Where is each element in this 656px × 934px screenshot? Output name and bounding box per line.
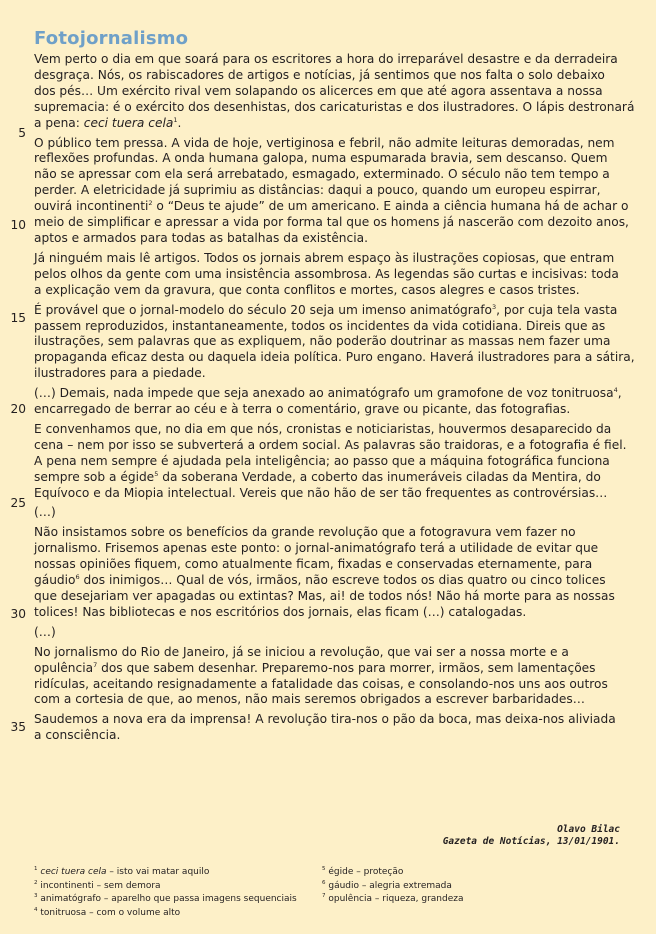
text-segment: gáudio [34, 573, 76, 588]
text-segment: sempre sob a égide [34, 469, 155, 484]
footnote-term: tonitruosa [40, 907, 87, 918]
text-line [34, 661, 620, 677]
text-segment: opulência [34, 660, 94, 675]
text-segment: (…) Demais, nada impede que seja anexado ao animatógrafo um gramofone de voz tonitruosa [34, 386, 614, 401]
text-line [34, 199, 629, 215]
text-line: desgraça. Nós, os rabiscadores de artigos e notícias, já sentimos que nos falta o solo debaixo [34, 67, 605, 82]
source-name: Gazeta de Notícias [442, 836, 546, 847]
text-line [34, 116, 620, 132]
line-number: 20 [10, 402, 26, 416]
text-line: Já ninguém mais lê artigos. Todos os jornais abrem espaço às ilustrações copiosas, que entram [34, 250, 615, 265]
text-line: ilustradores para a piedade. [34, 366, 206, 381]
footnote-term: opulência [328, 894, 373, 904]
footnote-definition: – com o volume alto [86, 907, 181, 918]
line-number: 10 [10, 218, 26, 232]
text-line: meio de simplificar e apressar a vida por forma tal que os homens já nascerão com dezoito anos, [34, 215, 629, 230]
footnote-definition: – riqueza, grandeza [372, 894, 464, 904]
footnote-number: 1 [34, 866, 38, 872]
footnote-number: 6 [322, 879, 326, 886]
paragraph [34, 386, 620, 418]
footnote-number: 3 [34, 893, 38, 899]
text-line: E convenhamos que, no dia em que nós, cronistas e noticiaristas, houvermos desaparecido da [34, 421, 612, 436]
text-line: (…) [34, 624, 56, 639]
footnote-marker: 1 [173, 115, 178, 124]
text-line [34, 386, 620, 402]
footnote [34, 907, 314, 921]
footnote [34, 866, 314, 880]
text-line: cena – nem por isso se subverterá a ordem social. As palavras são traidoras, e a fotografia é fiel. [34, 437, 627, 452]
footnote [322, 893, 612, 907]
text-line: a explicação vem da gravura, que conta conflitos e mortes, casos alegres e casos tristes. [34, 282, 580, 297]
footnote-number: 5 [322, 866, 326, 872]
footnote-term: incontinenti [40, 880, 94, 891]
text-line: No jornalismo do Rio de Janeiro, já se iniciou a revolução, que vai ser a nossa morte e a [34, 644, 569, 659]
text-line: A pena nem sempre é ajudada pela inteligência; ao passo que a máquina fotográfica funciona [34, 453, 610, 468]
footnote-definition: – sem demora [93, 880, 161, 891]
text-line: supremacia: é o exército dos desenhistas, dos caricaturistas e dos ilustradores. O lápis destronará [34, 99, 635, 114]
article-title: Fotojornalismo [34, 28, 189, 49]
footnote-term: animatógrafo [40, 894, 102, 904]
paragraph [34, 645, 620, 709]
text-line [34, 470, 620, 486]
footnote-marker: 5 [154, 469, 159, 478]
paragraph [34, 135, 629, 247]
source-date: , 13/01/1901. [545, 836, 620, 847]
text-line: reflexões profundas. A onda humana galopa, numa espumarada bravia, sem descanso. Quem [34, 151, 608, 166]
text-line: nossas opiniões fiquem, como atualmente ficam, fixadas e conservadas eternamente, para [34, 557, 593, 572]
text-line: encarregado de berrar ao céu e à terra o comentário, grave ou picante, das fotografias. [34, 402, 571, 417]
text-line: Não insistamos sobre os benefícios da grande revolução que a fotogravura vem fazer no [34, 525, 576, 540]
article-body [34, 52, 635, 748]
text-line: pelos olhos da gente com uma insistência assombrosa. As legendas são curtas e incisivas: toda [34, 266, 619, 281]
text-segment: , [617, 386, 622, 401]
text-line: passem reproduzidos, instantaneamente, todos os incidentes da vida cotidiana. Direis que as [34, 318, 606, 333]
line-number: 15 [10, 311, 26, 325]
footnote-term: ceci tuera cela [40, 867, 107, 877]
footnote-term: égide [328, 867, 354, 877]
footnote-marker: 7 [93, 660, 98, 669]
text-line [34, 573, 620, 589]
footnote-marker: 6 [75, 573, 80, 582]
text-line: O público tem pressa. A vida de hoje, vertiginosa e febril, não admite leituras demoradas, nem [34, 135, 615, 150]
text-segment: . [177, 115, 182, 130]
footnote-marker: 2 [148, 199, 153, 208]
text-segment: a pena: [34, 115, 84, 130]
footnote-marker: 3 [491, 302, 497, 311]
text-line: ilustrações, sem palavras que as expliquem, não poderão doutrinar as massas nem fazer uma [34, 334, 611, 349]
line-number: 30 [10, 607, 26, 621]
footnote-marker: 4 [613, 386, 618, 395]
paragraph [34, 525, 620, 620]
paragraph [34, 421, 627, 502]
author-name: Olavo Bilac [557, 824, 620, 835]
text-line: que desejariam ver apagadas ou extintas? Mas, ai! de todos nós! Não há morte para as nossas [34, 589, 615, 603]
text-line: Equívoco e da Miopia intelectual. Vereis que não hão de ser tão frequentes as controvérsias… [34, 485, 608, 500]
footnote-number: 4 [34, 906, 38, 913]
text-segment: da soberana Verdade, a coberto das inumeráveis ciladas da Mentira, do [158, 469, 601, 484]
text-line: tolices! Nas bibliotecas e nos escritórios dos jornais, elas ficam (…) catalogadas. [34, 604, 527, 619]
text-segment: , por cuja tela vasta [496, 302, 618, 317]
source-line [443, 836, 620, 848]
paragraph [34, 52, 635, 132]
signature [443, 824, 620, 848]
text-segment: É provável que o jornal-modelo do século 20 seja um imenso animatógrafo [34, 302, 492, 317]
text-line: Saudemos a nova era da imprensa! A revolução tira-nos o pão da boca, mas deixa-nos aliviada [34, 712, 616, 727]
text-line: Vem perto o dia em que soará para os escritores a hora do irreparável desastre e da derradeira [34, 52, 618, 66]
footnote-definition: – alegria extremada [359, 880, 452, 891]
paragraph [34, 505, 620, 521]
text-segment: ouvirá incontinenti [34, 199, 149, 214]
text-line: ridículas, aceitando resignadamente a fatalidade das coisas, e consolando-nos uns aos outros [34, 676, 608, 691]
footnotes-right [322, 866, 612, 907]
text-line: perder. A eletricidade já suprimiu as distâncias: daqui a pouco, quando um europeu espirrar, [34, 183, 601, 198]
paragraph [34, 625, 620, 641]
footnote [322, 880, 612, 894]
italic-phrase: ceci tuera cela [83, 115, 174, 130]
paragraph [34, 302, 635, 383]
text-line [34, 303, 620, 319]
footnote [34, 880, 314, 894]
text-line: aptos e armados para todas as batalhas da existência. [34, 230, 368, 245]
footnote [322, 866, 612, 880]
text-segment: dos que sabem desenhar. Preparemo-nos para morrer, irmãos, sem lamentações [97, 660, 596, 675]
paragraph [34, 712, 620, 744]
footnote [34, 893, 314, 907]
paragraph [34, 251, 620, 299]
footnote-definition: – isto vai matar aquilo [106, 867, 210, 877]
text-line: a consciência. [34, 728, 121, 743]
line-number: 5 [18, 126, 26, 140]
text-line: com a cortesia de que, ao menos, não mais seremos obrigados a escrever barbaridades… [34, 692, 585, 707]
footnote-number: 2 [34, 879, 38, 886]
text-line: propaganda eficaz desta ou daquela ideia política. Puro engano. Haverá ilustradores para a sátira, [34, 350, 635, 365]
footnote-number: 7 [322, 893, 326, 899]
text-line: não se apressar com ela será arrebatado, esmagado, exterminado. O século não tem tempo a [34, 167, 610, 182]
line-number: 25 [10, 496, 26, 510]
footnote-definition: – aparelho que passa imagens sequenciais [101, 894, 297, 904]
line-number: 35 [10, 720, 26, 734]
footnotes-left [34, 866, 314, 920]
text-segment: o “Deus te ajude” de um americano. E ainda a ciência humana há de achar o [152, 199, 629, 214]
text-line: dos pés… Um exército rival vem solapando os alicerces em que até agora assentava a nossa [34, 83, 603, 98]
text-line: (…) [34, 505, 56, 520]
footnote-term: gáudio [328, 880, 360, 891]
footnote-definition: – proteção [353, 867, 404, 877]
text-segment: dos inimigos… Qual de vós, irmãos, não escreve todos os dias quatro ou cinco tolices [79, 573, 606, 588]
text-line: jornalismo. Frisemos apenas este ponto: o jornal-animatógrafo terá a utilidade de evitar que [34, 541, 599, 556]
